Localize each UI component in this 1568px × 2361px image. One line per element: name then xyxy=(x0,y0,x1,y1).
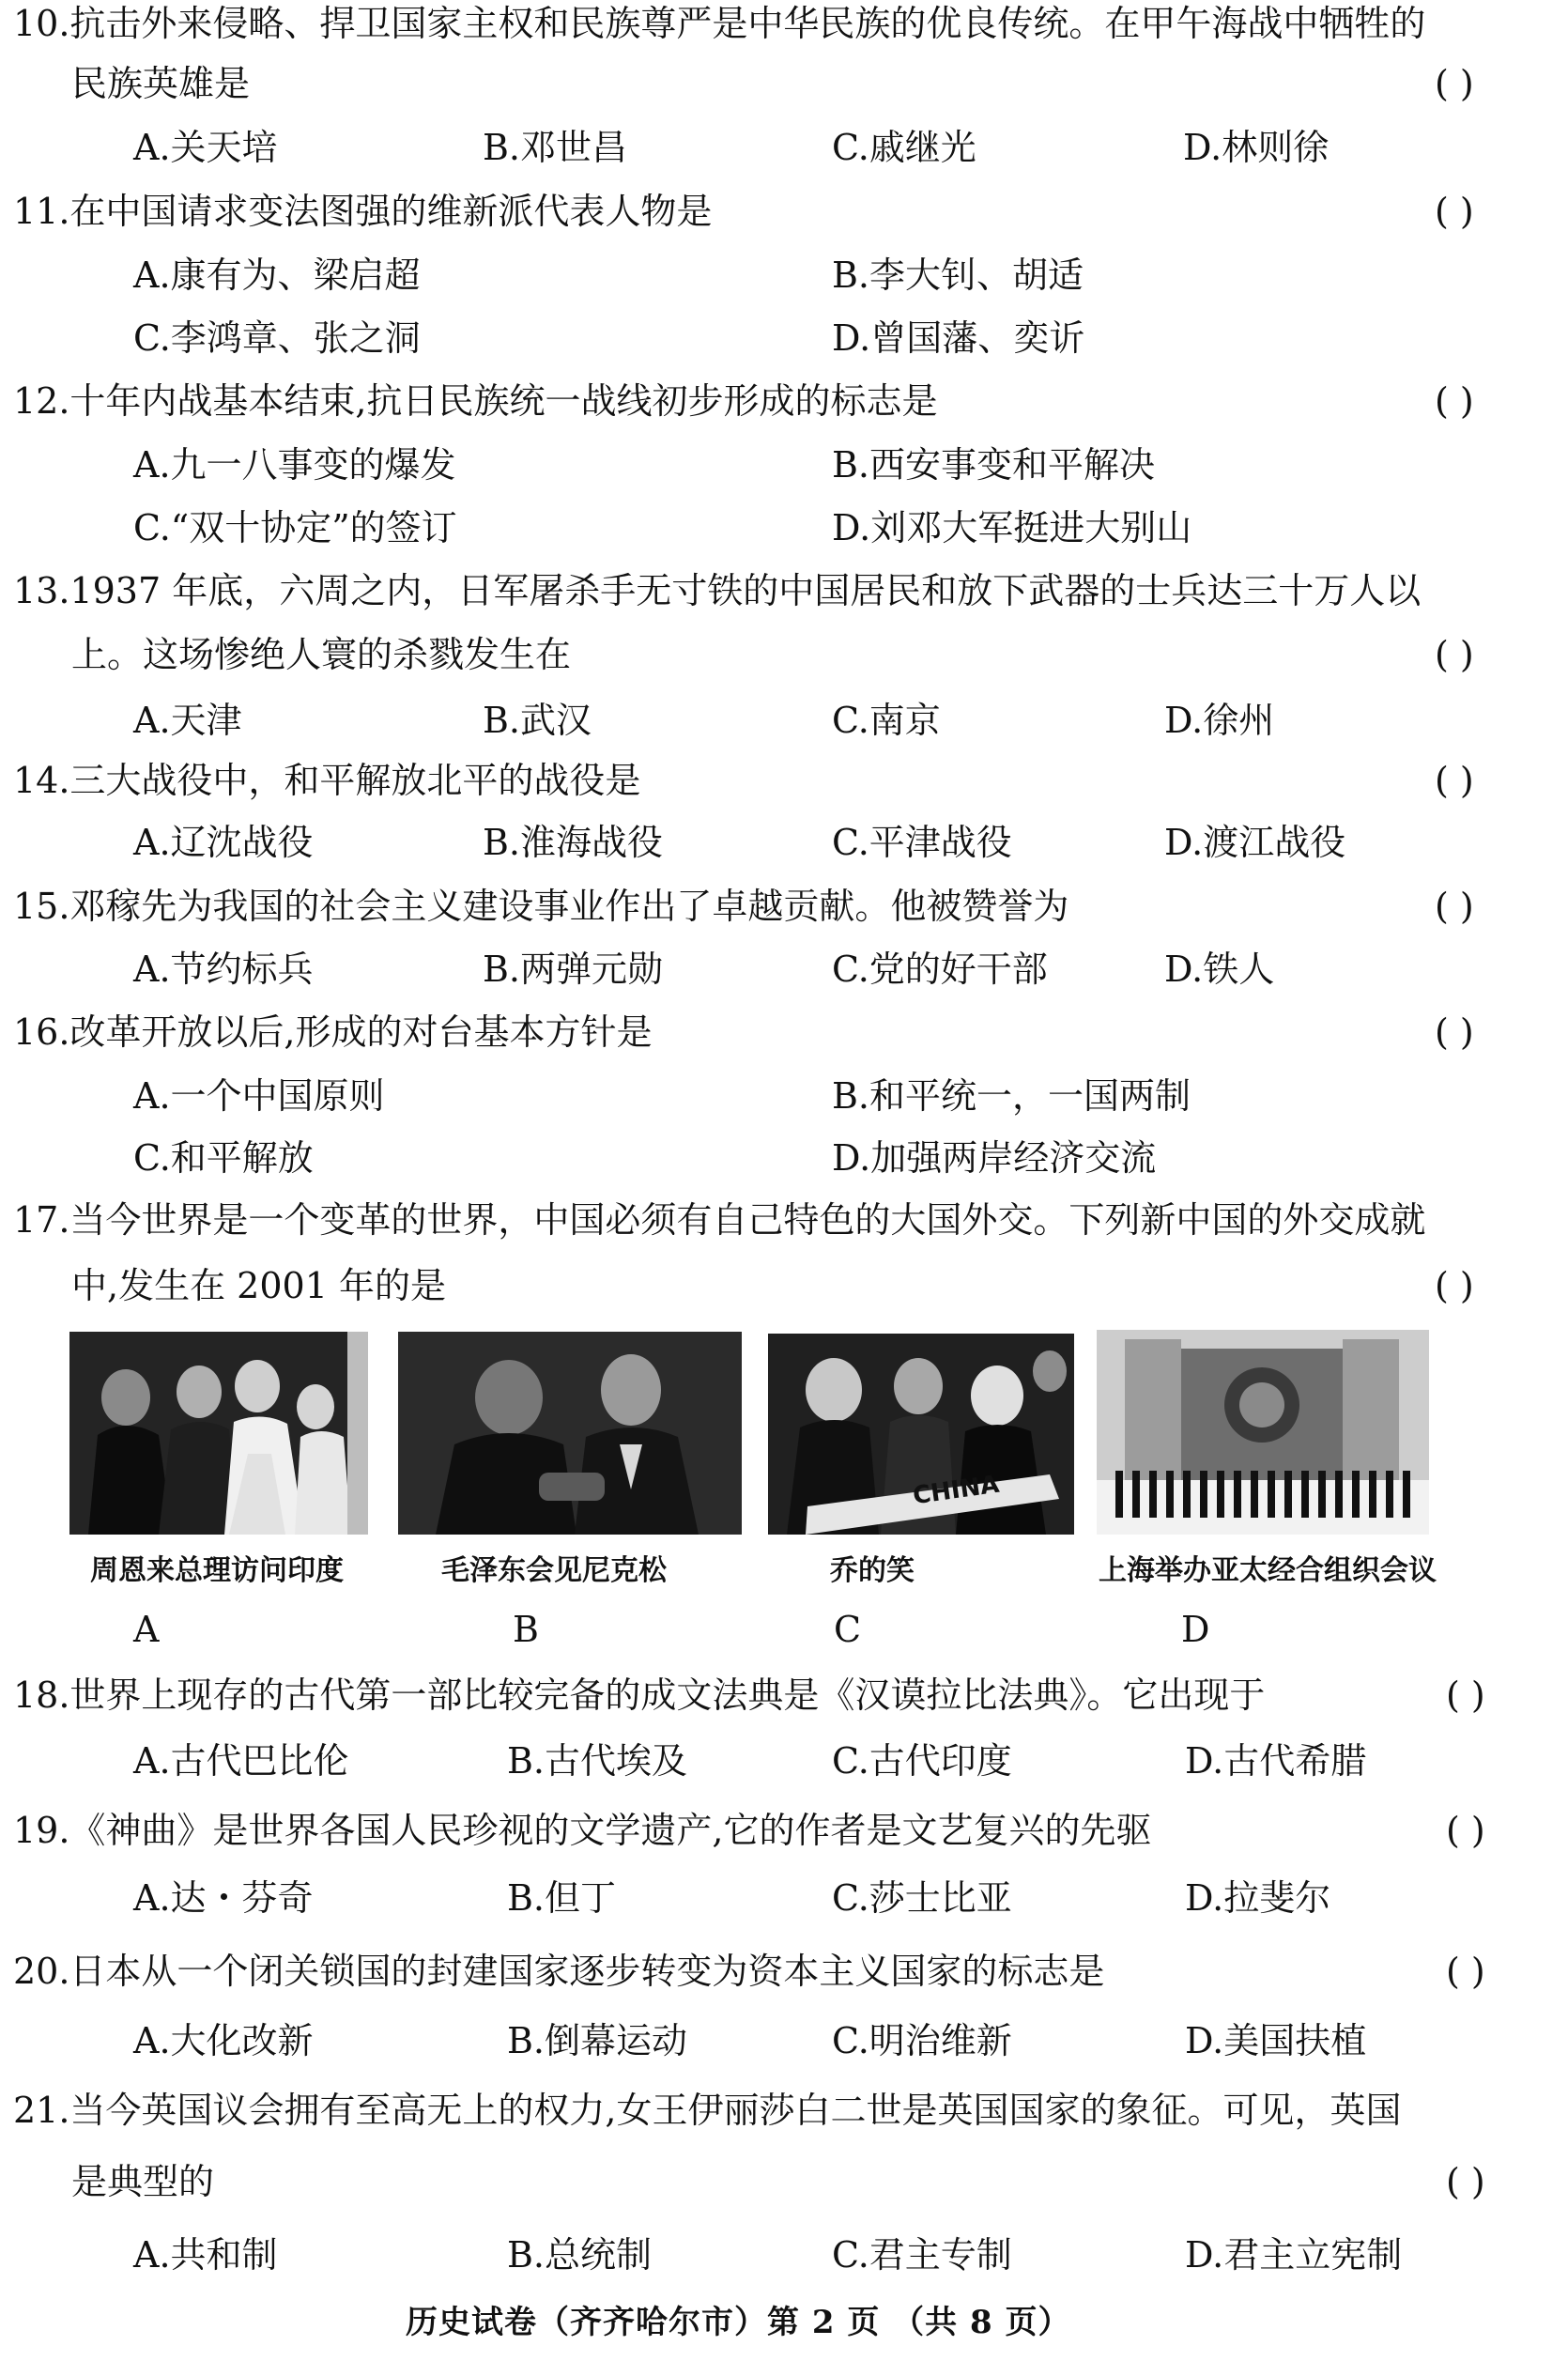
q14-option-a[interactable]: A.辽沈战役 xyxy=(133,822,314,863)
q16-answer-blank[interactable]: ( ) xyxy=(1435,1011,1474,1053)
q20-option-b[interactable]: B.倒幕运动 xyxy=(507,2020,688,2061)
photo-d-letter[interactable]: D xyxy=(1181,1609,1210,1650)
q11-option-b[interactable]: B.李大钊、胡适 xyxy=(832,255,1084,296)
q13-option-a[interactable]: A.天津 xyxy=(133,700,242,741)
photo-a-caption: 周恩来总理访问印度 xyxy=(90,1554,344,1587)
q20-answer-blank[interactable]: ( ) xyxy=(1446,1951,1485,1992)
q10-stem-line1: 10.抗击外来侵略、捍卫国家主权和民族尊严是中华民族的优良传统。在甲午海战中牺牲的 xyxy=(13,3,1426,44)
q21-option-b[interactable]: B.总统制 xyxy=(507,2234,653,2276)
q15-option-b[interactable]: B.两弹元勋 xyxy=(483,949,664,990)
china-banner-text: CHINA xyxy=(911,1470,1002,1511)
q20-option-d[interactable]: D.美国扶植 xyxy=(1185,2020,1367,2061)
q13-option-d[interactable]: D.徐州 xyxy=(1164,700,1275,741)
q12-stem: 12.十年内战基本结束,抗日民族统一战线初步形成的标志是 xyxy=(13,380,938,422)
photo-c-letter[interactable]: C xyxy=(834,1609,862,1650)
q19-option-a[interactable]: A.达・芬奇 xyxy=(133,1877,314,1919)
q10-option-d[interactable]: D.林则徐 xyxy=(1183,127,1330,168)
page-footer: 历史试卷（齐齐哈尔市）第 2 页 （共 8 页） xyxy=(406,2304,1071,2341)
q14-stem: 14.三大战役中，和平解放北平的战役是 xyxy=(13,760,641,801)
q19-answer-blank[interactable]: ( ) xyxy=(1446,1810,1485,1851)
q10-stem-line2: 民族英雄是 xyxy=(71,63,251,104)
q11-option-a[interactable]: A.康有为、梁启超 xyxy=(133,255,421,296)
q13-stem-line1: 13.1937 年底，六周之内，日军屠杀手无寸铁的中国居民和放下武器的士兵达三十万人以 xyxy=(13,570,1422,611)
q15-answer-blank[interactable]: ( ) xyxy=(1435,886,1474,927)
q12-option-b[interactable]: B.西安事变和平解决 xyxy=(832,444,1156,486)
q18-option-b[interactable]: B.古代埃及 xyxy=(507,1740,688,1782)
q11-option-c[interactable]: C.李鸿章、张之洞 xyxy=(133,317,421,359)
photo-b-caption: 毛泽东会见尼克松 xyxy=(441,1554,667,1587)
q13-stem-line2: 上。这场惨绝人寰的杀戮发生在 xyxy=(71,634,572,675)
q14-answer-blank[interactable]: ( ) xyxy=(1435,760,1474,801)
q13-option-c[interactable]: C.南京 xyxy=(832,700,941,741)
q12-option-a[interactable]: A.九一八事变的爆发 xyxy=(133,444,456,486)
q18-answer-blank[interactable]: ( ) xyxy=(1446,1674,1485,1716)
photo-b-letter[interactable]: B xyxy=(513,1609,539,1650)
q16-option-b[interactable]: B.和平统一，一国两制 xyxy=(832,1075,1191,1117)
q21-stem-line1: 21.当今英国议会拥有至高无上的权力,女王伊丽莎白二世是英国国家的象征。可见，英国 xyxy=(13,2090,1402,2131)
q21-option-a[interactable]: A.共和制 xyxy=(133,2234,278,2276)
q19-option-c[interactable]: C.莎士比亚 xyxy=(832,1877,1012,1919)
photo-mao-meets-nixon[interactable] xyxy=(398,1332,742,1535)
photo-shanghai-apec[interactable] xyxy=(1097,1330,1429,1535)
q15-option-d[interactable]: D.铁人 xyxy=(1164,949,1275,990)
q12-answer-blank[interactable]: ( ) xyxy=(1435,380,1474,422)
q19-option-b[interactable]: B.但丁 xyxy=(507,1877,617,1919)
q15-stem: 15.邓稼先为我国的社会主义建设事业作出了卓越贡献。他被赞誉为 xyxy=(13,886,1069,927)
q16-option-d[interactable]: D.加强两岸经济交流 xyxy=(832,1137,1157,1179)
photo-zhou-enlai-india[interactable] xyxy=(69,1332,368,1535)
q19-stem: 19.《神曲》是世界各国人民珍视的文学遗产,它的作者是文艺复兴的先驱 xyxy=(13,1810,1152,1851)
q13-answer-blank[interactable]: ( ) xyxy=(1435,634,1474,675)
q21-option-c[interactable]: C.君主专制 xyxy=(832,2234,1012,2276)
q13-option-b[interactable]: B.武汉 xyxy=(483,700,592,741)
q11-stem: 11.在中国请求变法图强的维新派代表人物是 xyxy=(13,191,713,232)
q14-option-b[interactable]: B.淮海战役 xyxy=(483,822,664,863)
q18-option-d[interactable]: D.古代希腊 xyxy=(1185,1740,1367,1782)
q17-stem-line1: 17.当今世界是一个变革的世界，中国必须有自己特色的大国外交。下列新中国的外交成就 xyxy=(13,1199,1426,1241)
photo-c-caption: 乔的笑 xyxy=(830,1554,915,1587)
q20-option-a[interactable]: A.大化改新 xyxy=(133,2020,314,2061)
q21-stem-line2: 是典型的 xyxy=(71,2161,215,2202)
q14-option-d[interactable]: D.渡江战役 xyxy=(1164,822,1346,863)
q10-option-c[interactable]: C.戚继光 xyxy=(832,127,976,168)
q20-option-c[interactable]: C.明治维新 xyxy=(832,2020,1012,2061)
q18-option-c[interactable]: C.古代印度 xyxy=(832,1740,1012,1782)
q20-stem: 20.日本从一个闭关锁国的封建国家逐步转变为资本主义国家的标志是 xyxy=(13,1951,1105,1992)
q17-stem-line2: 中,发生在 2001 年的是 xyxy=(71,1265,446,1306)
q12-option-d[interactable]: D.刘邓大军挺进大别山 xyxy=(832,507,1192,548)
q21-answer-blank[interactable]: ( ) xyxy=(1446,2161,1485,2202)
q12-option-c[interactable]: C.“双十协定”的签订 xyxy=(133,507,457,548)
photo-d-image xyxy=(1097,1330,1429,1535)
q15-option-c[interactable]: C.党的好干部 xyxy=(832,949,1048,990)
q10-option-a[interactable]: A.关天培 xyxy=(133,127,278,168)
photo-a-image xyxy=(69,1332,368,1535)
q10-answer-blank[interactable]: ( ) xyxy=(1435,63,1474,104)
q16-option-a[interactable]: A.一个中国原则 xyxy=(133,1075,385,1117)
q17-answer-blank[interactable]: ( ) xyxy=(1435,1265,1474,1306)
q11-option-d[interactable]: D.曾国藩、奕䜣 xyxy=(832,317,1085,359)
q10-option-b[interactable]: B.邓世昌 xyxy=(483,127,628,168)
q16-stem: 16.改革开放以后,形成的对台基本方针是 xyxy=(13,1011,653,1053)
q19-option-d[interactable]: D.拉斐尔 xyxy=(1185,1877,1331,1919)
q15-option-a[interactable]: A.节约标兵 xyxy=(133,949,314,990)
q21-option-d[interactable]: D.君主立宪制 xyxy=(1185,2234,1403,2276)
q18-option-a[interactable]: A.古代巴比伦 xyxy=(133,1740,349,1782)
photo-b-image xyxy=(398,1332,742,1535)
photo-a-letter[interactable]: A xyxy=(133,1609,160,1650)
q16-option-c[interactable]: C.和平解放 xyxy=(133,1137,314,1179)
photo-d-caption: 上海举办亚太经合组织会议 xyxy=(1099,1554,1437,1587)
q14-option-c[interactable]: C.平津战役 xyxy=(832,822,1012,863)
q11-answer-blank[interactable]: ( ) xyxy=(1435,191,1474,232)
photo-qiao-laughs[interactable] xyxy=(768,1334,1074,1535)
q18-stem: 18.世界上现存的古代第一部比较完备的成文法典是《汉谟拉比法典》。它出现于 xyxy=(13,1674,1266,1716)
